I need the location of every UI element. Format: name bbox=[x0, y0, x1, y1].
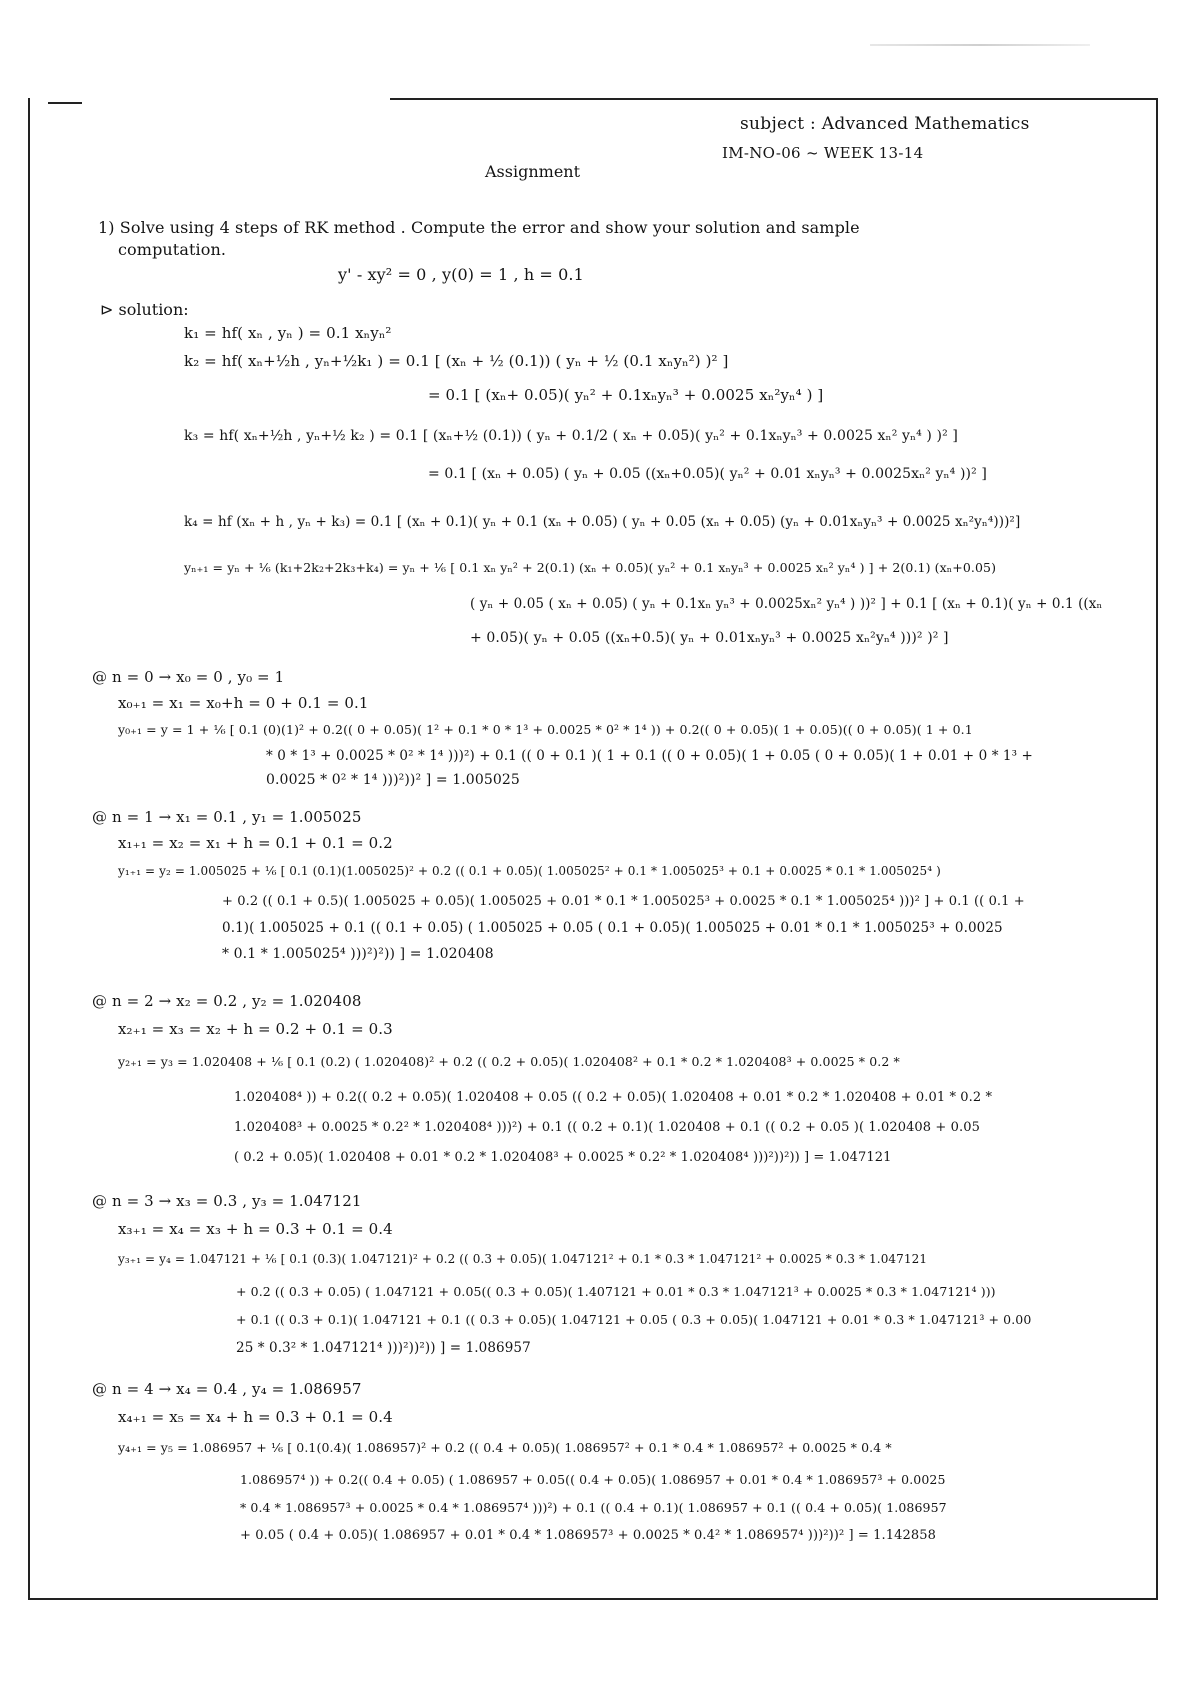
solution-label: ⊳ solution: bbox=[100, 300, 189, 319]
step-1-y: y₁₊₁ = y₂ = 1.005025 + ⅙ [ 0.1 (0.1)(1.005025)² + 0.2 (( 0.1 + 0.05)( 1.005025² + 0.1 * 1.005025³ + 0.1 + 0.0025 * 0.1 * 1.005025⁴ ) bbox=[118, 864, 941, 878]
scan-smudge bbox=[870, 44, 1090, 46]
step-2-x: x₂₊₁ = x₃ = x₂ + h = 0.2 + 0.1 = 0.3 bbox=[118, 1020, 393, 1038]
step-0-y-cont: * 0 * 1³ + 0.0025 * 0² * 1⁴ )))²) + 0.1 (( 0 + 0.1 )( 1 + 0.1 (( 0 + 0.05)( 1 + 0.05 ( 0 + 0.05)( 1 + 0.01 + 0 * 1³ + bbox=[266, 748, 1033, 764]
subject-header: subject : Advanced Mathematics bbox=[740, 114, 1030, 134]
step-3-y-end: 25 * 0.3² * 1.047121⁴ )))²))²)) ] = 1.086957 bbox=[236, 1340, 531, 1356]
week-header: IM-NO-06 ~ WEEK 13-14 bbox=[722, 144, 924, 162]
ynext-formula-end: + 0.05)( yₙ + 0.05 ((xₙ+0.5)( yₙ + 0.01xₙyₙ³ + 0.0025 xₙ²yₙ⁴ )))² )² ] bbox=[470, 630, 949, 646]
step-2-y: y₂₊₁ = y₃ = 1.020408 + ⅙ [ 0.1 (0.2) ( 1.020408)² + 0.2 (( 0.2 + 0.05)( 1.020408² + 0.1 * 0.2 * 1.020408³ + 0.0025 * 0.2 * bbox=[118, 1054, 900, 1069]
step-2-head: @ n = 2 → x₂ = 0.2 , y₂ = 1.020408 bbox=[92, 992, 362, 1010]
k2-formula-expanded: = 0.1 [ (xₙ+ 0.05)( yₙ² + 0.1xₙyₙ³ + 0.0025 xₙ²yₙ⁴ ) ] bbox=[428, 386, 824, 404]
k1-formula: k₁ = hf( xₙ , yₙ ) = 0.1 xₙyₙ² bbox=[184, 324, 392, 342]
ynext-formula: yₙ₊₁ = yₙ + ⅙ (k₁+2k₂+2k₃+k₄) = yₙ + ⅙ [ 0.1 xₙ yₙ² + 2(0.1) (xₙ + 0.05)( yₙ² + 0.1 xₙyₙ³ + 0.0025 xₙ² yₙ⁴ ) ] + 2(0.1) (xₙ+0.05) bbox=[184, 560, 997, 575]
ynext-formula-cont: ( yₙ + 0.05 ( xₙ + 0.05) ( yₙ + 0.1xₙ yₙ³ + 0.0025xₙ² yₙ⁴ ) ))² ] + 0.1 [ (xₙ + 0.1)( yₙ + 0.1 ((xₙ bbox=[470, 596, 1103, 612]
given-equation: y' - xy² = 0 , y(0) = 1 , h = 0.1 bbox=[338, 265, 584, 284]
step-2-y-end: ( 0.2 + 0.05)( 1.020408 + 0.01 * 0.2 * 1.020408³ + 0.0025 * 0.2² * 1.020408⁴ )))²))²)) ] = 1.047121 bbox=[234, 1150, 892, 1165]
step-4-y-cont2: * 0.4 * 1.086957³ + 0.0025 * 0.4 * 1.086957⁴ )))²) + 0.1 (( 0.4 + 0.1)( 1.086957 + 0.1 (( 0.4 + 0.05)( 1.086957 bbox=[240, 1500, 947, 1515]
step-2-y-cont2: 1.020408³ + 0.0025 * 0.2² * 1.020408⁴ )))²) + 0.1 (( 0.2 + 0.1)( 1.020408 + 0.1 (( 0.2 + 0.05 )( 1.020408 + 0.05 bbox=[234, 1120, 980, 1135]
step-1-x: x₁₊₁ = x₂ = x₁ + h = 0.1 + 0.1 = 0.2 bbox=[118, 834, 393, 852]
step-0-x: x₀₊₁ = x₁ = x₀+h = 0 + 0.1 = 0.1 bbox=[118, 694, 369, 712]
step-1-y-cont2: 0.1)( 1.005025 + 0.1 (( 0.1 + 0.05) ( 1.005025 + 0.05 ( 0.1 + 0.05)( 1.005025 + 0.01 * 0.1 * 1.005025³ + 0.0025 bbox=[222, 920, 1003, 936]
step-3-y-cont: + 0.2 (( 0.3 + 0.05) ( 1.047121 + 0.05(( 0.3 + 0.05)( 1.407121 + 0.01 * 0.3 * 1.047121³ + 0.0025 * 0.3 * 1.047121⁴ ))) bbox=[236, 1284, 996, 1299]
step-3-y: y₃₊₁ = y₄ = 1.047121 + ⅙ [ 0.1 (0.3)( 1.047121)² + 0.2 (( 0.3 + 0.05)( 1.047121² + 0.1 * 0.3 * 1.047121² + 0.0025 * 0.3 * 1.047121 bbox=[118, 1252, 928, 1266]
problem-statement-cont: computation. bbox=[118, 240, 227, 259]
step-0-y-end: 0.0025 * 0² * 1⁴ )))²))² ] = 1.005025 bbox=[266, 772, 520, 788]
step-3-x: x₃₊₁ = x₄ = x₃ + h = 0.3 + 0.1 = 0.4 bbox=[118, 1220, 393, 1238]
step-4-y: y₄₊₁ = y₅ = 1.086957 + ⅙ [ 0.1(0.4)( 1.086957)² + 0.2 (( 0.4 + 0.05)( 1.086957² + 0.1 * 0.4 * 1.086957² + 0.0025 * 0.4 * bbox=[118, 1440, 892, 1455]
k4-formula: k₄ = hf (xₙ + h , yₙ + k₃) = 0.1 [ (xₙ + 0.1)( yₙ + 0.1 (xₙ + 0.05) ( yₙ + 0.05 (xₙ + 0.05) (yₙ + 0.01xₙyₙ³ + 0.0025 xₙ²yₙ⁴)))²] bbox=[184, 514, 1021, 530]
k2-formula: k₂ = hf( xₙ+½h , yₙ+½k₁ ) = 0.1 [ (xₙ + ½ (0.1)) ( yₙ + ½ (0.1 xₙyₙ²) )² ] bbox=[184, 352, 729, 370]
step-3-y-cont2: + 0.1 (( 0.3 + 0.1)( 1.047121 + 0.1 (( 0.3 + 0.05)( 1.047121 + 0.05 ( 0.3 + 0.05)( 1.047121 + 0.01 * 0.3 * 1.047121³ + 0.00 bbox=[236, 1312, 1032, 1327]
k3-formula: k₃ = hf( xₙ+½h , yₙ+½ k₂ ) = 0.1 [ (xₙ+½ (0.1)) ( yₙ + 0.1/2 ( xₙ + 0.05)( yₙ² + 0.1xₙyₙ³ + 0.0025 xₙ² yₙ⁴ ) )² ] bbox=[184, 428, 958, 444]
step-4-y-cont: 1.086957⁴ )) + 0.2(( 0.4 + 0.05) ( 1.086957 + 0.05(( 0.4 + 0.05)( 1.086957 + 0.01 * 0.4 * 1.086957³ + 0.0025 bbox=[240, 1472, 946, 1487]
k3-formula-expanded: = 0.1 [ (xₙ + 0.05) ( yₙ + 0.05 ((xₙ+0.05)( yₙ² + 0.01 xₙyₙ³ + 0.0025xₙ² yₙ⁴ ))² ] bbox=[428, 466, 987, 482]
step-2-y-cont: 1.020408⁴ )) + 0.2(( 0.2 + 0.05)( 1.020408 + 0.05 (( 0.2 + 0.05)( 1.020408 + 0.01 * 0.2 * 1.020408 + 0.01 * 0.2 * bbox=[234, 1090, 993, 1105]
step-0-head: @ n = 0 → x₀ = 0 , y₀ = 1 bbox=[92, 668, 285, 686]
step-4-head: @ n = 4 → x₄ = 0.4 , y₄ = 1.086957 bbox=[92, 1380, 362, 1398]
step-1-y-end: * 0.1 * 1.005025⁴ )))²)²)) ] = 1.020408 bbox=[222, 946, 494, 962]
problem-statement: 1) Solve using 4 steps of RK method . Compute the error and show your solution and sample bbox=[98, 218, 860, 237]
step-4-x: x₄₊₁ = x₅ = x₄ + h = 0.3 + 0.1 = 0.4 bbox=[118, 1408, 393, 1426]
step-0-y: y₀₊₁ = y = 1 + ⅙ [ 0.1 (0)(1)² + 0.2(( 0 + 0.05)( 1² + 0.1 * 0 * 1³ + 0.0025 * 0² * 1⁴ )) + 0.2(( 0 + 0.05)( 1 + 0.05)(( 0 + 0.05)( 1 + 0.1 bbox=[118, 722, 973, 737]
step-3-head: @ n = 3 → x₃ = 0.3 , y₃ = 1.047121 bbox=[92, 1192, 362, 1210]
step-1-head: @ n = 1 → x₁ = 0.1 , y₁ = 1.005025 bbox=[92, 808, 362, 826]
page-title: Assignment bbox=[485, 162, 581, 181]
step-4-y-end: + 0.05 ( 0.4 + 0.05)( 1.086957 + 0.01 * 0.4 * 1.086957³ + 0.0025 * 0.4² * 1.086957⁴ )))²))² ] = 1.142858 bbox=[240, 1528, 936, 1543]
step-1-y-cont: + 0.2 (( 0.1 + 0.5)( 1.005025 + 0.05)( 1.005025 + 0.01 * 0.1 * 1.005025³ + 0.0025 * 0.1 * 1.005025⁴ )))² ] + 0.1 (( 0.1 + bbox=[222, 894, 1025, 909]
